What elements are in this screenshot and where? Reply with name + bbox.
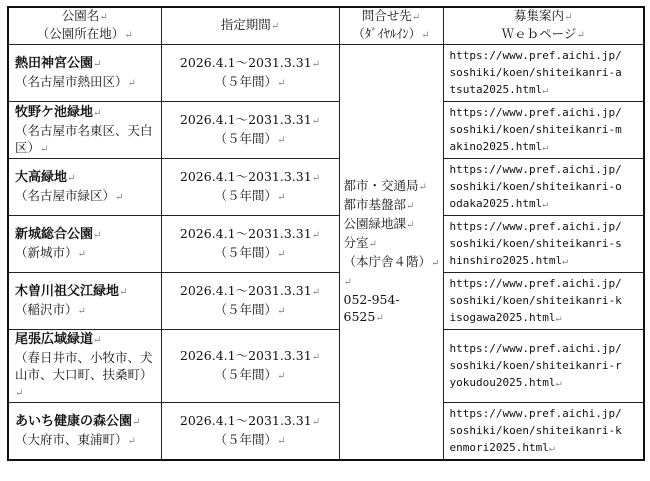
web-page-link[interactable]: https://www.pref.aichi.jp/ soshiki/koen/shiteikanri-k enmori2025.html↵ bbox=[443, 403, 644, 461]
contact-phone: 052-954-6525 bbox=[343, 292, 400, 324]
web-page-link[interactable]: https://www.pref.aichi.jp/ soshiki/koen/shiteikanri-s hinshiro2025.html↵ bbox=[443, 216, 644, 273]
table-row bbox=[8, 102, 644, 159]
contact-cell: 都市・交通局↵ 都市基盤部↵ 公園緑地課↵ 分室↵ （本庁舎４階）↵ ↵ 052-954-6525↵ bbox=[339, 45, 443, 461]
park-name: あいち健康の森公園 bbox=[15, 414, 133, 429]
table-row bbox=[8, 45, 644, 102]
park-cell: あいち健康の森公園↵ （大府市、東浦町）↵ bbox=[8, 403, 161, 461]
park-name: 木曽川祖父江緑地 bbox=[15, 284, 120, 299]
park-cell: 熱田神宮公園↵ （名古屋市熱田区）↵ bbox=[8, 45, 161, 102]
web-page-link[interactable]: https://www.pref.aichi.jp/ soshiki/koen/shiteikanri-r yokudou2025.html↵ bbox=[443, 330, 644, 403]
park-location: （名古屋市熱田区） bbox=[15, 74, 128, 89]
period-cell: 2026.4.1～2031.3.31↵ （５年間）↵ bbox=[161, 45, 339, 102]
header-period: 指定期間↵ bbox=[161, 7, 339, 45]
park-location: （稲沢市） bbox=[15, 302, 78, 317]
table-header-row bbox=[8, 7, 644, 45]
park-location: （大府市、東浦町） bbox=[15, 432, 128, 447]
period-cell: 2026.4.1～2031.3.31↵ （５年間）↵ bbox=[161, 403, 339, 461]
table-row bbox=[8, 330, 644, 403]
document-page bbox=[7, 6, 645, 461]
period-cell: 2026.4.1～2031.3.31↵ （５年間）↵ bbox=[161, 330, 339, 403]
table-row bbox=[8, 159, 644, 216]
park-cell: 尾張広域緑道↵ （春日井市、小牧市、犬山市、大口町、扶桑町）↵ bbox=[8, 330, 161, 403]
park-name: 熱田神宮公園 bbox=[15, 56, 94, 71]
table-row bbox=[8, 403, 644, 461]
park-location: （新城市） bbox=[15, 245, 78, 260]
park-location: （春日井市、小牧市、犬山市、大口町、扶桑町） bbox=[15, 350, 153, 382]
park-name: 大高緑地 bbox=[15, 170, 68, 185]
table-row bbox=[8, 273, 644, 330]
park-location: （名古屋市名東区、天白区） bbox=[15, 122, 153, 155]
web-page-link[interactable]: https://www.pref.aichi.jp/ soshiki/koen/shiteikanri-a tsuta2025.html↵ bbox=[443, 45, 644, 102]
web-page-link[interactable]: https://www.pref.aichi.jp/ soshiki/koen/shiteikanri-m akino2025.html↵ bbox=[443, 102, 644, 159]
park-name: 新城総合公園 bbox=[15, 227, 94, 242]
period-cell: 2026.4.1～2031.3.31↵ （５年間）↵ bbox=[161, 216, 339, 273]
web-page-link[interactable]: https://www.pref.aichi.jp/ soshiki/koen/shiteikanri-o odaka2025.html↵ bbox=[443, 159, 644, 216]
header-contact: 問合せ先↵ （ﾀﾞｲﾔﾙｲﾝ）↵ bbox=[339, 7, 443, 45]
park-location: （名古屋市緑区） bbox=[15, 188, 116, 203]
header-park-name: 公園名↵ （公園所在地）↵ bbox=[8, 7, 161, 45]
header-web-page: 募集案内↵ Ｗｅｂページ↵ bbox=[443, 7, 644, 45]
period-cell: 2026.4.1～2031.3.31↵ （５年間）↵ bbox=[161, 102, 339, 159]
period-cell: 2026.4.1～2031.3.31↵ （５年間）↵ bbox=[161, 159, 339, 216]
table-row bbox=[8, 216, 644, 273]
park-cell: 新城総合公園↵ （新城市）↵ bbox=[8, 216, 161, 273]
park-name: 牧野ケ池緑地 bbox=[15, 104, 94, 120]
park-cell: 牧野ケ池緑地↵ （名古屋市名東区、天白区）↵ bbox=[8, 102, 161, 159]
park-cell: 木曽川祖父江緑地↵ （稲沢市）↵ bbox=[8, 273, 161, 330]
park-management-table bbox=[7, 6, 645, 461]
park-name: 尾張広域緑道 bbox=[15, 332, 94, 347]
web-page-link[interactable]: https://www.pref.aichi.jp/ soshiki/koen/shiteikanri-k isogawa2025.html↵ bbox=[443, 273, 644, 330]
park-cell: 大高緑地↵ （名古屋市緑区）↵ bbox=[8, 159, 161, 216]
period-cell: 2026.4.1～2031.3.31↵ （５年間）↵ bbox=[161, 273, 339, 330]
